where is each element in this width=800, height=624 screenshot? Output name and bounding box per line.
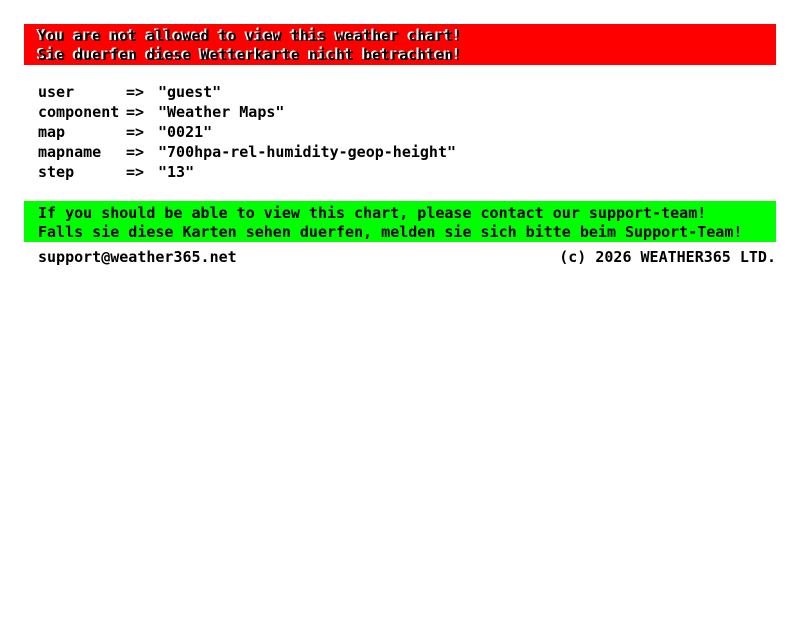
support-info-message-en: If you should be able to view this chart, please contact our support-team!	[38, 204, 707, 222]
kv-row-component	[38, 102, 800, 122]
footer	[24, 247, 776, 267]
kv-arrow: =>	[126, 163, 145, 181]
kv-key: component	[38, 103, 120, 121]
kv-value: "0021"	[158, 123, 213, 141]
kv-value: "700hpa-rel-humidity-geop-height"	[158, 143, 457, 161]
kv-row-step	[38, 162, 800, 182]
kv-arrow: =>	[126, 143, 145, 161]
request-details	[38, 82, 800, 182]
support-info-message-de: Falls sie diese Karten sehen duerfen, melden sie sich bitte beim Support-Team!	[38, 223, 743, 241]
support-email: support@weather365.net	[38, 248, 237, 266]
kv-arrow: =>	[126, 83, 145, 101]
kv-row-mapname	[38, 142, 800, 162]
kv-arrow: =>	[126, 123, 145, 141]
support-info-banner	[24, 201, 776, 242]
kv-key: step	[38, 163, 75, 181]
kv-arrow: =>	[126, 103, 145, 121]
kv-value: "13"	[158, 163, 195, 181]
kv-key: mapname	[38, 143, 102, 161]
kv-key: map	[38, 123, 66, 141]
kv-value: "guest"	[158, 83, 222, 101]
access-denied-message-de: Sie duerfen diese Wetterkarte nicht betrachten!	[38, 46, 463, 64]
kv-key: user	[38, 83, 75, 101]
access-denied-message-en: You are not allowed to view this weather chart!	[38, 27, 463, 45]
copyright-notice: (c) 2026 WEATHER365 LTD.	[559, 248, 776, 266]
access-denied-banner	[24, 24, 776, 65]
kv-value: "Weather Maps"	[158, 103, 285, 121]
kv-row-user	[38, 82, 800, 102]
kv-row-map	[38, 122, 800, 142]
